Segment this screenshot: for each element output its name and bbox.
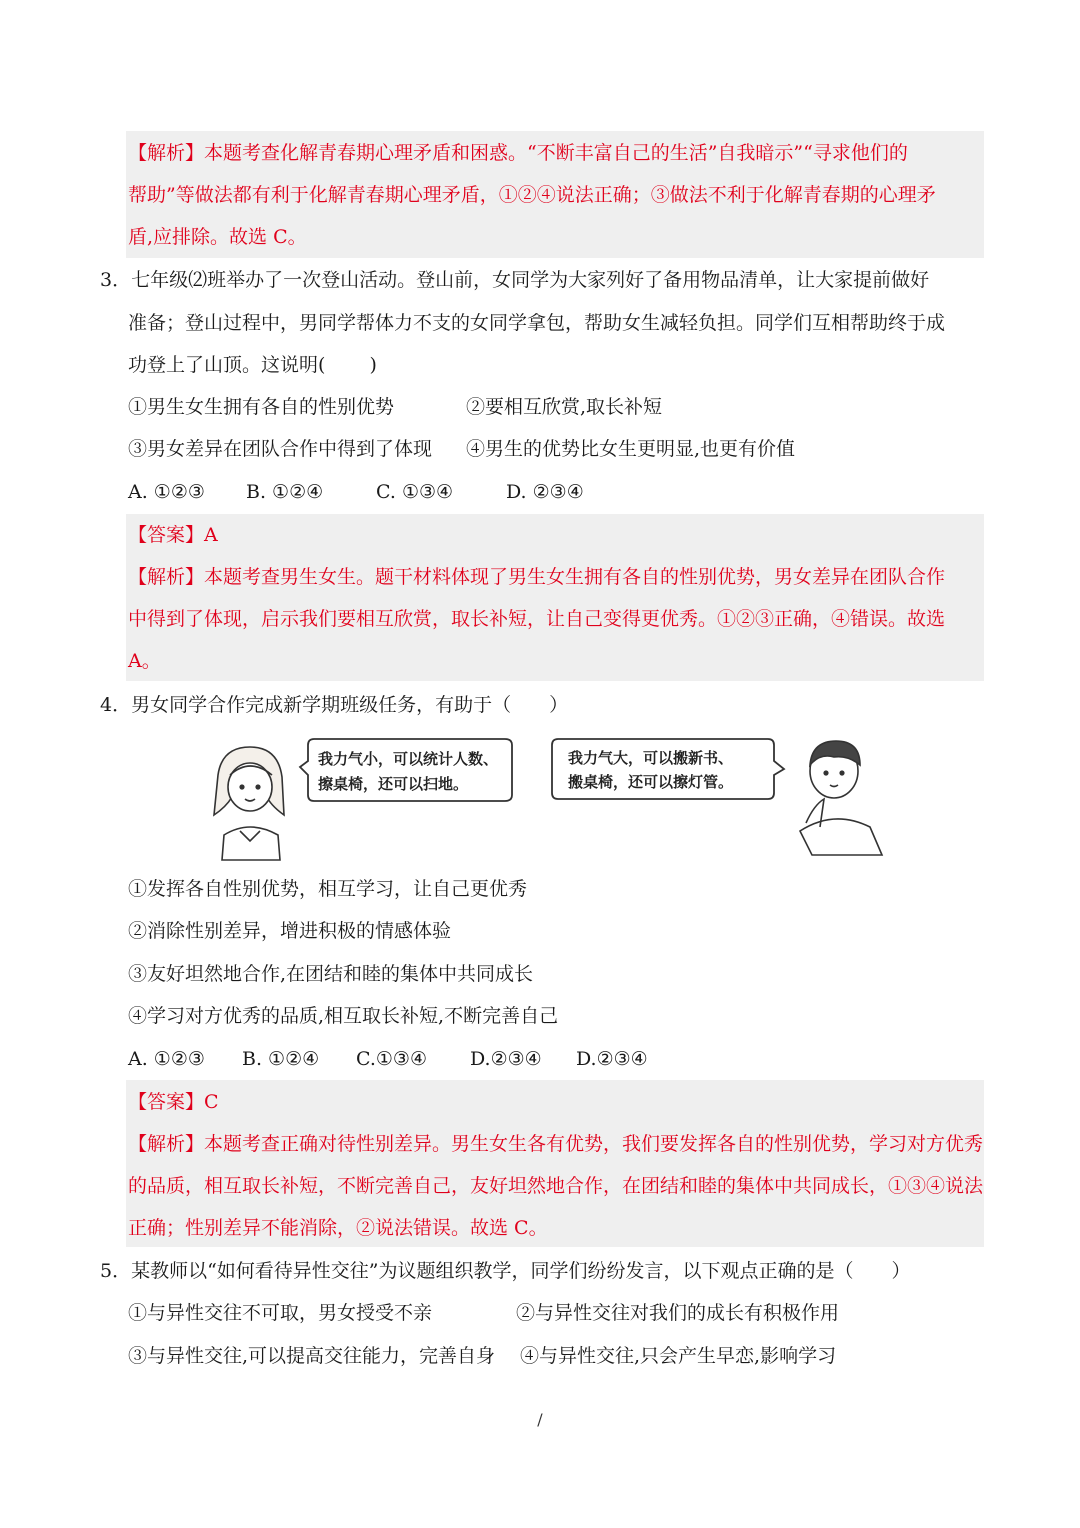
q3-stem-line-3: 功登上了山顶。这说明( ) — [128, 354, 377, 376]
q4-option-c: C.①③④ — [356, 1048, 427, 1070]
q3-item-2: ②要相互欣赏,取长补短 — [466, 396, 663, 418]
q3-item-3: ③男女差异在团队合作中得到了体现 — [128, 438, 433, 460]
q3-item-4: ④男生的优势比女生更明显,也更有价值 — [466, 438, 796, 460]
q5-item-3: ③与异性交往,可以提高交往能力，完善自身 — [128, 1345, 496, 1367]
boy-speech-bubble — [552, 739, 784, 799]
q4-item-3: ③友好坦然地合作,在团结和睦的集体中共同成长 — [128, 963, 534, 985]
q3-analysis-line-3: A。 — [128, 650, 161, 672]
q4-answer: 【答案】C — [128, 1091, 219, 1113]
q2-analysis-line-1: 【解析】本题考查化解青春期心理矛盾和困惑。“不断丰富自己的生活”自我暗示”“寻求他们的 — [128, 142, 908, 164]
q2-analysis-line-2: 帮助”等做法都有利于化解青春期心理矛盾，①②④说法正确；③做法不利于化解青春期的心理矛 — [128, 184, 936, 206]
page-number: / — [537, 1410, 543, 1429]
q3-analysis-line-1: 【解析】本题考查男生女生。题干材料体现了男生女生拥有各自的性别优势，男女差异在团队合作 — [128, 566, 946, 588]
q3-analysis-line-2: 中得到了体现，启示我们要相互欣赏，取长补短，让自己变得更优秀。①②③正确，④错误。故选 — [128, 608, 946, 630]
q5-stem: 5．某教师以“如何看待异性交往”为议题组织教学，同学们纷纷发言，以下观点正确的是（ ） — [100, 1260, 911, 1282]
q3-stem-line-2: 准备；登山过程中，男同学帮体力不支的女同学拿包，帮助女生减轻负担。同学们互相帮助终于成 — [128, 312, 946, 334]
q5-item-2: ②与异性交往对我们的成长有积极作用 — [516, 1302, 840, 1324]
q3-option-a: A. ①②③ — [128, 481, 205, 503]
boy-figure — [800, 741, 882, 855]
girl-bubble-line-1: 我力气小，可以统计人数、 — [318, 750, 499, 768]
q4-analysis-line-1: 【解析】本题考查正确对待性别差异。男生女生各有优势，我们要发挥各自的性别优势，学习对方优秀 — [128, 1133, 984, 1155]
q4-illustration — [200, 735, 890, 865]
q4-item-2: ②消除性别差异，增进积极的情感体验 — [128, 920, 452, 942]
q4-item-4: ④学习对方优秀的品质,相互取长补短,不断完善自己 — [128, 1005, 559, 1027]
q3-answer: 【答案】A — [128, 524, 218, 546]
girl-speech-bubble — [300, 739, 512, 801]
girl-bubble-line-2: 擦桌椅，还可以扫地。 — [318, 775, 469, 793]
q3-option-c: C. ①③④ — [376, 481, 454, 503]
q2-analysis-line-3: 盾,应排除。故选 C。 — [128, 226, 307, 248]
boy-bubble-line-2: 搬桌椅，还可以擦灯管。 — [568, 773, 734, 791]
q3-option-b: B. ①②④ — [246, 481, 324, 503]
q3-item-1: ①男生女生拥有各自的性别优势 — [128, 396, 395, 418]
q4-option-d: D.②③④ — [470, 1048, 542, 1070]
q3-stem-line-1: 3．七年级⑵班举办了一次登山活动。登山前，女同学为大家列好了备用物品清单，让大家提前做好 — [100, 269, 930, 291]
q5-item-4: ④与异性交往,只会产生早恋,影响学习 — [520, 1345, 837, 1367]
q4-option-a: A. ①②③ — [128, 1048, 205, 1070]
q4-option-b: B. ①②④ — [242, 1048, 320, 1070]
q4-option-d-duplicate: D.②③④ — [576, 1048, 648, 1070]
q4-stem: 4．男女同学合作完成新学期班级任务，有助于（ ） — [100, 694, 569, 716]
q4-analysis-line-3: 正确；性别差异不能消除，②说法错误。故选 C。 — [128, 1217, 548, 1239]
q4-item-1: ①发挥各自性别优势，相互学习，让自己更优秀 — [128, 878, 528, 900]
q5-item-1: ①与异性交往不可取，男女授受不亲 — [128, 1302, 433, 1324]
boy-bubble-line-1: 我力气大，可以搬新书、 — [568, 749, 734, 767]
q4-analysis-line-2: 的品质，相互取长补短，不断完善自己，友好坦然地合作，在团结和睦的集体中共同成长，①③④说法 — [128, 1175, 984, 1197]
q3-option-d: D. ②③④ — [506, 481, 584, 503]
girl-figure — [214, 747, 284, 860]
